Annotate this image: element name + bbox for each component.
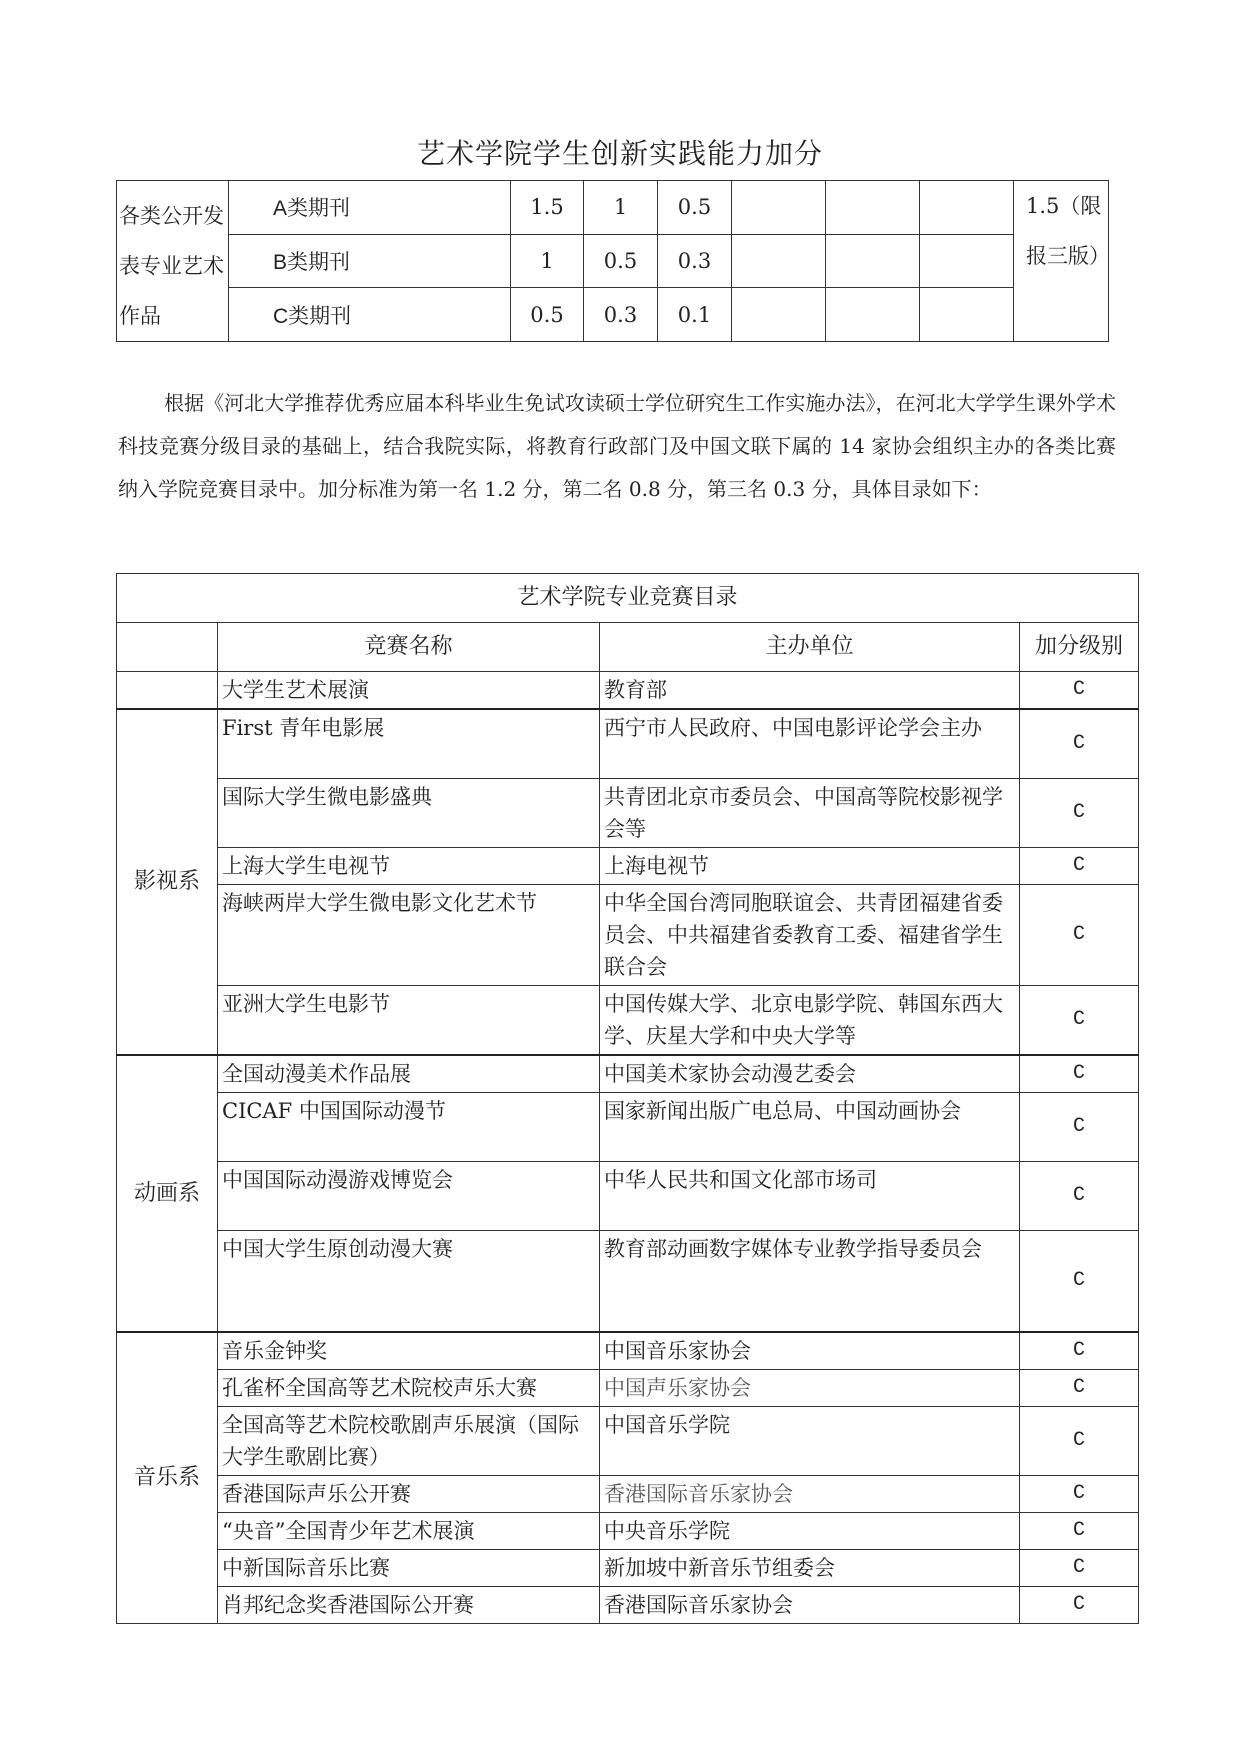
table-row: [117, 848, 1139, 885]
competition-name: 中国国际动漫游戏博览会: [218, 1162, 600, 1231]
score-level: C: [1020, 986, 1139, 1056]
header-name: 竞赛名称: [218, 623, 600, 672]
empty-cell: [826, 181, 920, 235]
score-cell: 0.3: [584, 288, 658, 342]
score-level: C: [1020, 672, 1139, 710]
score-cell: 0.1: [658, 288, 732, 342]
department-name: 影视系: [117, 709, 218, 1055]
organizer-name: 新加坡中新音乐节组委会: [600, 1550, 1020, 1587]
table-row: [117, 1476, 1139, 1513]
table-row: [117, 1407, 1139, 1476]
competition-name: First 青年电影展: [218, 709, 600, 779]
score-cell: 0.5: [658, 181, 732, 235]
score-cell: 0.3: [658, 234, 732, 288]
score-level: C: [1020, 1370, 1139, 1407]
score-level: C: [1020, 1550, 1139, 1587]
score-cell: 0.5: [511, 288, 584, 342]
score-cell: 1.5: [511, 181, 584, 235]
department-name: 动画系: [117, 1055, 218, 1332]
competition-name: “央音”全国青少年艺术展演: [218, 1513, 600, 1550]
score-level: C: [1020, 848, 1139, 885]
competition-name: 亚洲大学生电影节: [218, 986, 600, 1056]
competition-name: 香港国际声乐公开赛: [218, 1476, 600, 1513]
empty-cell: [826, 234, 920, 288]
organizer-name: 西宁市人民政府、中国电影评论学会主办: [600, 709, 1020, 779]
competition-name: CICAF 中国国际动漫节: [218, 1093, 600, 1162]
note-line: 1.5（限: [1026, 194, 1102, 218]
journal-name: A类期刊: [229, 181, 511, 235]
table-row: [117, 1162, 1139, 1231]
score-level: C: [1020, 779, 1139, 848]
empty-cell: [920, 288, 1014, 342]
score-level: C: [1020, 1231, 1139, 1333]
score-level: C: [1020, 885, 1139, 986]
table-row: [117, 234, 1109, 288]
table-row: [117, 885, 1139, 986]
category-line: 各类公开发: [119, 204, 224, 228]
score-cell: 0.5: [584, 234, 658, 288]
category-cell: [117, 181, 229, 342]
caption-row: [117, 574, 1139, 623]
category-line: 表专业艺术: [119, 254, 224, 278]
table-row: [117, 779, 1139, 848]
organizer-name: 国家新闻出版广电总局、中国动画协会: [600, 1093, 1020, 1162]
header-level: 加分级别: [1020, 623, 1139, 672]
header-empty: [117, 623, 218, 672]
table-row: [117, 672, 1139, 710]
competition-table: [116, 573, 1139, 1624]
score-level: C: [1020, 1407, 1139, 1476]
score-level: C: [1020, 709, 1139, 779]
department-name: 音乐系: [117, 1332, 218, 1624]
organizer-name: 中华人民共和国文化部市场司: [600, 1162, 1020, 1231]
body-paragraph: 根据《河北大学推荐优秀应届本科毕业生免试攻读硕士学位研究生工作实施办法》，在河北大学学生课外学术科技竞赛分级目录的基础上，结合我院实际，将教育行政部门及中国文联下属的 14 家协会组织主办的各类比赛纳入学院竞赛目录中。加分标准为第一名 1.2 分，第二名 0.8 分，第三名 0.3 分，具体目录如下：: [118, 391, 1116, 501]
score-level: C: [1020, 1162, 1139, 1231]
category-line: 作品: [119, 304, 161, 328]
score-level: C: [1020, 1513, 1139, 1550]
journal-name: C类期刊: [229, 288, 511, 342]
table-row: [117, 1513, 1139, 1550]
header-organizer: 主办单位: [600, 623, 1020, 672]
score-level: C: [1020, 1332, 1139, 1370]
score-level: C: [1020, 1587, 1139, 1624]
competition-name: 中新国际音乐比赛: [218, 1550, 600, 1587]
organizer-name: 教育部: [600, 672, 1020, 710]
table-row: [117, 181, 1109, 235]
table-row: [117, 1093, 1139, 1162]
empty-cell: [732, 181, 826, 235]
table-row: [117, 1231, 1139, 1333]
table-row: [117, 1550, 1139, 1587]
competition-name: 国际大学生微电影盛典: [218, 779, 600, 848]
competition-name: 中国大学生原创动漫大赛: [218, 1231, 600, 1333]
table-row: [117, 709, 1139, 779]
competition-name: 全国高等艺术院校歌剧声乐展演（国际大学生歌剧比赛）: [218, 1407, 600, 1476]
journal-name: B类期刊: [229, 234, 511, 288]
competition-name: 全国动漫美术作品展: [218, 1055, 600, 1093]
empty-cell: [920, 181, 1014, 235]
competition-name: 肖邦纪念奖香港国际公开赛: [218, 1587, 600, 1624]
competition-name: 海峡两岸大学生微电影文化艺术节: [218, 885, 600, 986]
score-level: C: [1020, 1476, 1139, 1513]
note-line: 报三版）: [1026, 244, 1110, 268]
page-title: 艺术学院学生创新实践能力加分: [416, 137, 823, 170]
score-level: C: [1020, 1093, 1139, 1162]
organizer-name: 香港国际音乐家协会: [600, 1587, 1020, 1624]
score-cell: 1: [584, 181, 658, 235]
table-row: [117, 1055, 1139, 1093]
organizer-name: 共青团北京市委员会、中国高等院校影视学会等: [600, 779, 1020, 848]
header-row: [117, 623, 1139, 672]
table-row: [117, 1587, 1139, 1624]
organizer-name: 中国声乐家协会: [600, 1370, 1020, 1407]
organizer-name: 中国美术家协会动漫艺委会: [600, 1055, 1020, 1093]
publication-score-table: [116, 180, 1109, 342]
table-row: [117, 1370, 1139, 1407]
organizer-name: 上海电视节: [600, 848, 1020, 885]
competition-name: 孔雀杯全国高等艺术院校声乐大赛: [218, 1370, 600, 1407]
organizer-name: 中央音乐学院: [600, 1513, 1020, 1550]
score-level: C: [1020, 1055, 1139, 1093]
competition-table-body: [117, 574, 1139, 1624]
organizer-name: 教育部动画数字媒体专业教学指导委员会: [600, 1231, 1020, 1333]
organizer-name: 中国音乐学院: [600, 1407, 1020, 1476]
dept-empty: [117, 672, 218, 710]
score-cell: 1: [511, 234, 584, 288]
competition-name: 音乐金钟奖: [218, 1332, 600, 1370]
table-caption: 艺术学院专业竞赛目录: [117, 574, 1139, 623]
empty-cell: [732, 234, 826, 288]
organizer-name: 中国音乐家协会: [600, 1332, 1020, 1370]
empty-cell: [732, 288, 826, 342]
organizer-name: 香港国际音乐家协会: [600, 1476, 1020, 1513]
table-row: [117, 986, 1139, 1056]
empty-cell: [826, 288, 920, 342]
empty-cell: [920, 234, 1014, 288]
organizer-name: 中国传媒大学、北京电影学院、韩国东西大学、庆星大学和中央大学等: [600, 986, 1020, 1056]
note-cell: [1014, 181, 1109, 342]
table-row: [117, 1332, 1139, 1370]
competition-name: 大学生艺术展演: [218, 672, 600, 710]
table-row: [117, 288, 1109, 342]
organizer-name: 中华全国台湾同胞联谊会、共青团福建省委员会、中共福建省委教育工委、福建省学生联合会: [600, 885, 1020, 986]
competition-name: 上海大学生电视节: [218, 848, 600, 885]
